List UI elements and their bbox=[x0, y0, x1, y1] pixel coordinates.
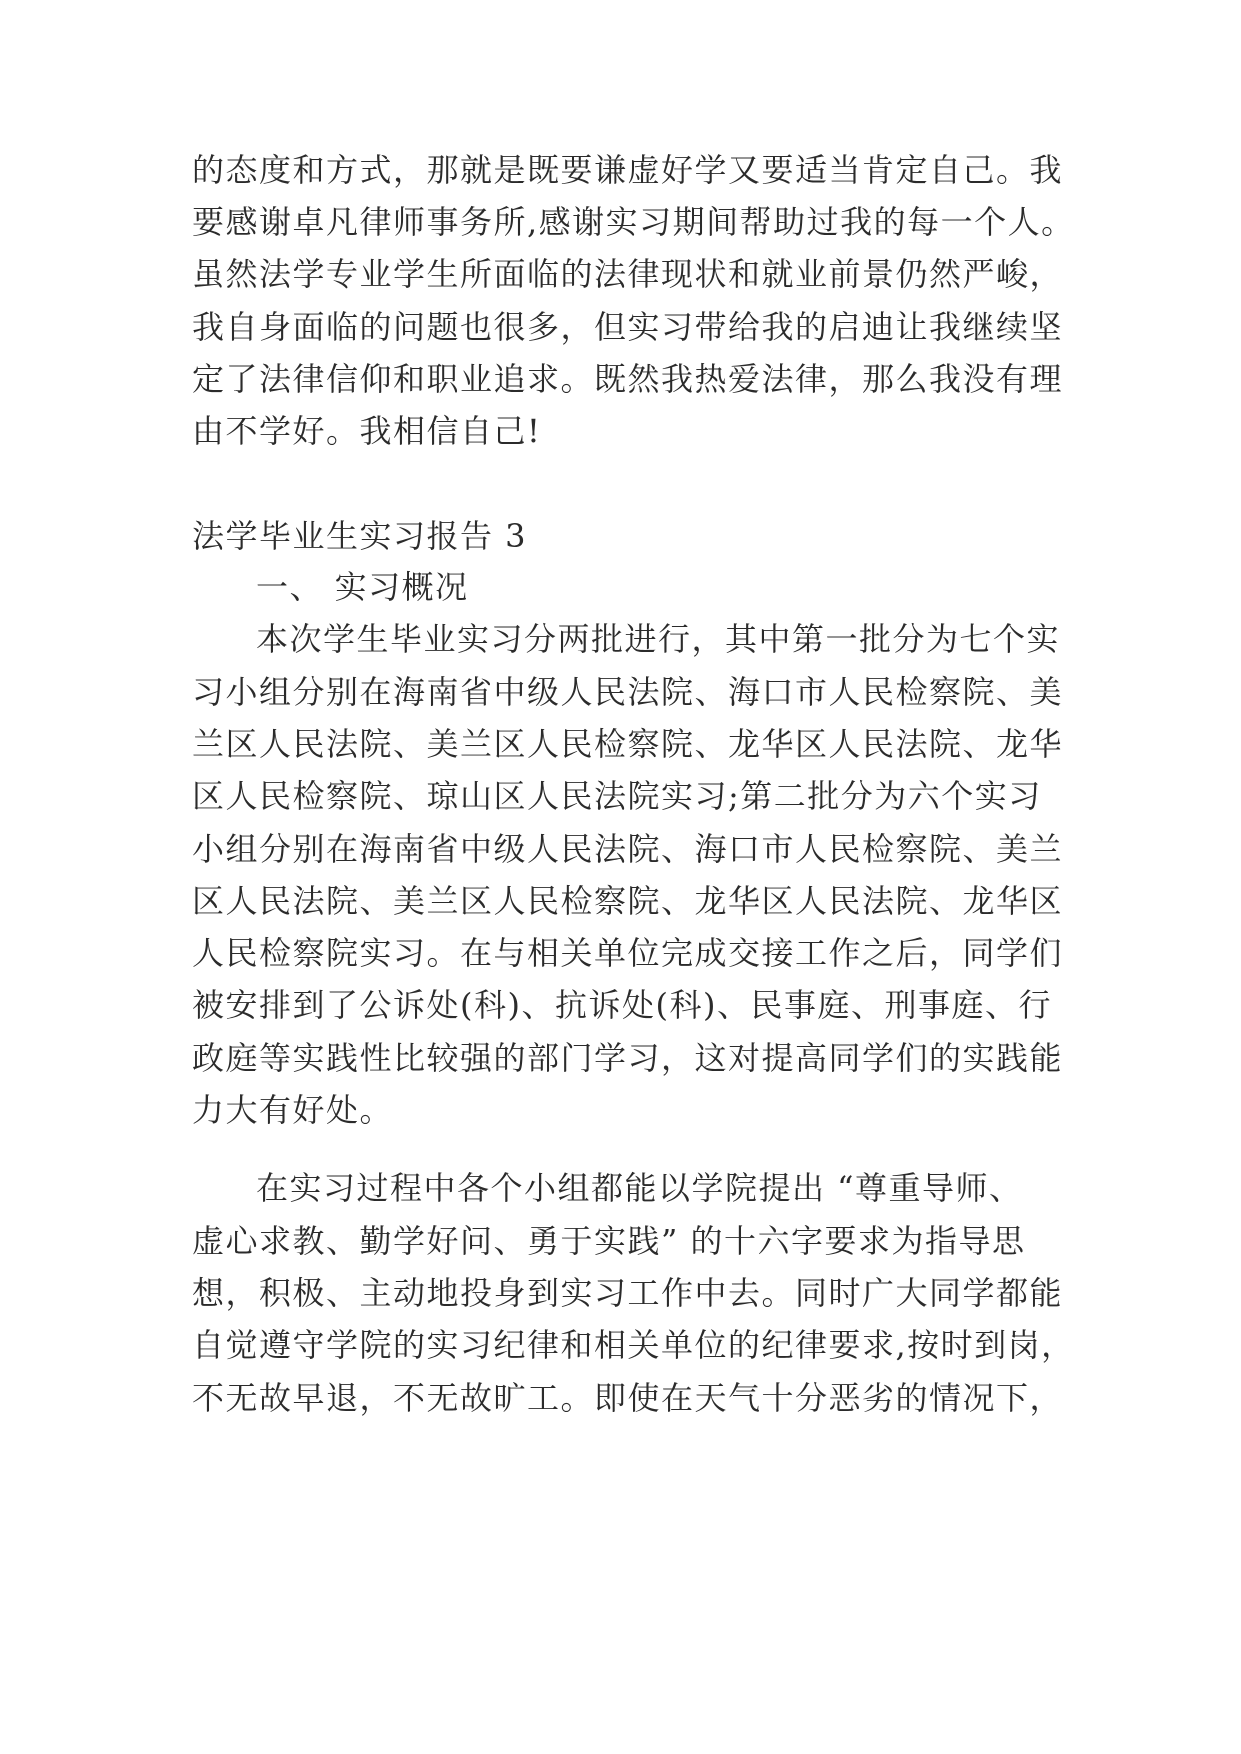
text-line: 不无故早退，不无故旷工。即使在天气十分恶劣的情况下， bbox=[192, 1379, 1064, 1417]
section-title: 法学毕业生实习报告 3 bbox=[192, 517, 528, 555]
text-line: 政庭等实践性比较强的部门学习，这对提高同学们的实践能 bbox=[192, 1039, 1064, 1077]
text-line: 我自身面临的问题也很多，但实习带给我的启迪让我继续坚 bbox=[192, 308, 1064, 346]
text-line: 在实习过程中各个小组都能以学院提出 “尊重导师、 bbox=[256, 1169, 1023, 1207]
text-line: 兰区人民法院、美兰区人民检察院、龙华区人民法院、龙华 bbox=[192, 725, 1064, 763]
text-line: 人民检察院实习。在与相关单位完成交接工作之后，同学们 bbox=[192, 934, 1064, 972]
text-line: 由不学好。我相信自己! bbox=[192, 412, 542, 450]
text-line: 要感谢卓凡律师事务所,感谢实习期间帮助过我的每一个人。 bbox=[192, 203, 1075, 241]
text-line: 习小组分别在海南省中级人民法院、海口市人民检察院、美 bbox=[192, 673, 1064, 711]
text-line: 定了法律信仰和职业追求。既然我热爱法律，那么我没有理 bbox=[192, 360, 1064, 398]
text-line: 的态度和方式，那就是既要谦虚好学又要适当肯定自己。我 bbox=[192, 151, 1064, 189]
text-line: 想，积极、主动地投身到实习工作中去。同时广大同学都能 bbox=[192, 1274, 1064, 1312]
subheading: 一、 实习概况 bbox=[256, 568, 469, 606]
text-line: 虚心求教、勤学好问、勇于实践” 的十六字要求为指导思 bbox=[192, 1222, 1026, 1260]
text-line: 自觉遵守学院的实习纪律和相关单位的纪律要求,按时到岗， bbox=[192, 1326, 1075, 1364]
text-line: 虽然法学专业学生所面临的法律现状和就业前景仍然严峻， bbox=[192, 255, 1064, 293]
text-line: 区人民法院、美兰区人民检察院、龙华区人民法院、龙华区 bbox=[192, 882, 1064, 920]
text-line: 力大有好处。 bbox=[192, 1091, 394, 1129]
text-line: 本次学生毕业实习分两批进行，其中第一批分为七个实 bbox=[256, 620, 1061, 658]
text-line: 被安排到了公诉处(科)、抗诉处(科)、民事庭、刑事庭、行 bbox=[192, 986, 1052, 1024]
text-line: 小组分别在海南省中级人民法院、海口市人民检察院、美兰 bbox=[192, 830, 1064, 868]
text-line: 区人民检察院、琼山区人民法院实习;第二批分为六个实习 bbox=[192, 777, 1042, 815]
